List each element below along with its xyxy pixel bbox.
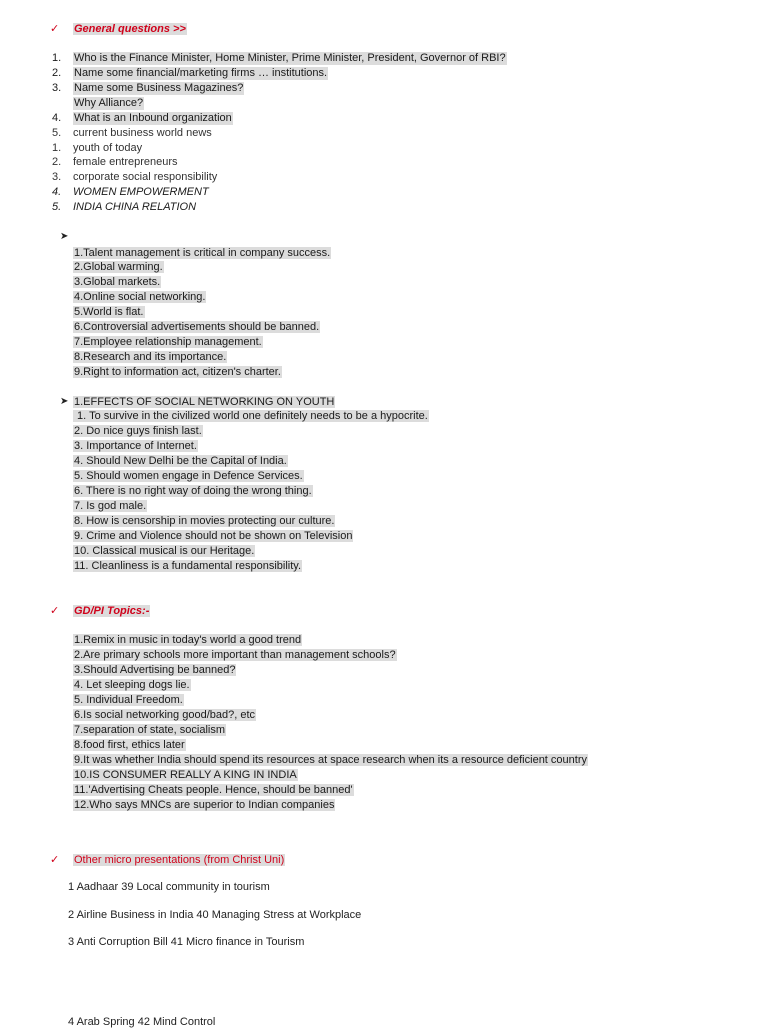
list-item: 8. How is censorship in movies protecting our culture. [74, 515, 335, 527]
arrow-bullet-icon: ➤ [60, 231, 69, 242]
list-item: 7.Employee relationship management. [74, 336, 262, 348]
list-text: Name some financial/marketing firms … institutions. [74, 67, 328, 79]
arrow-bullet-icon: ➤ [60, 396, 69, 407]
section-heading-micro [73, 854, 285, 868]
list-item [0, 127, 768, 141]
list-number: 5. [52, 201, 62, 213]
list-number: 2. [52, 156, 62, 168]
list-text: current business world news [73, 127, 212, 139]
list-item [0, 186, 768, 200]
section-title: Other micro presentations (from Christ Uni) [74, 854, 285, 866]
list-item [0, 201, 768, 215]
list-item [0, 52, 768, 66]
list-number: 3. [52, 82, 62, 94]
list-item: 5. Individual Freedom. [74, 694, 183, 706]
section-title: General questions >> [74, 23, 186, 35]
list-number: 1. [52, 52, 62, 64]
list-item [0, 112, 768, 126]
list-item: 6.Controversial advertisements should be banned. [74, 321, 320, 333]
list-item: 8.food first, ethics later [74, 739, 185, 751]
list-item: 7.separation of state, socialism [74, 724, 226, 736]
list-item: 2.Are primary schools more important than management schools? [74, 649, 396, 661]
list-item: 6.Is social networking good/bad?, etc [74, 709, 256, 721]
list-number: 4. [52, 186, 62, 198]
section-title: GD/PI Topics:- [74, 605, 150, 617]
list-text: Who is the Finance Minister, Home Minister, Prime Minister, President, Governor of RBI? [74, 52, 506, 64]
list-item: 9.It was whether India should spend its resources at space research when its a resource deficient country [74, 754, 587, 766]
checkmark-icon: ✓ [50, 854, 60, 866]
list-item: 8.Research and its importance. [74, 351, 227, 363]
list-item [0, 142, 768, 156]
section-heading-gdpi [73, 605, 150, 619]
list-text: female entrepreneurs [73, 156, 178, 168]
list-item: 7. Is god male. [74, 500, 147, 512]
list-item [0, 82, 768, 96]
list-item: 1.Remix in music in today's world a good trend [74, 634, 302, 646]
list-text: Name some Business Magazines? [74, 82, 244, 94]
list-item: 6. There is no right way of doing the wrong thing. [74, 485, 312, 497]
list-item [0, 97, 768, 111]
list-item: 4.Online social networking. [74, 291, 206, 303]
list-item: 2 Airline Business in India 40 Managing Stress at Workplace [68, 909, 362, 921]
list-item: 3. Importance of Internet. [74, 440, 197, 452]
list-item: 9.Right to information act, citizen's charter. [74, 366, 281, 378]
list-item: 10. Classical musical is our Heritage. [74, 545, 255, 557]
list-item: 2.Global warming. [74, 261, 163, 273]
list-item: 11.'Advertising Cheats people. Hence, should be banned' [74, 784, 353, 796]
list-item: 4. Let sleeping dogs lie. [74, 679, 190, 691]
list-text: What is an Inbound organization [74, 112, 232, 124]
list-item: 3 Anti Corruption Bill 41 Micro finance in Tourism [68, 936, 305, 948]
list-text: youth of today [73, 142, 143, 154]
list-item [0, 171, 768, 185]
list-text: WOMEN EMPOWERMENT [73, 186, 209, 198]
list-item: 1 Aadhaar 39 Local community in tourism [68, 881, 270, 893]
list-number: 5. [52, 127, 62, 139]
list-number: 2. [52, 67, 62, 79]
list-text: corporate social responsibility [73, 171, 218, 183]
list-item: 4. Should New Delhi be the Capital of India. [74, 455, 287, 467]
list-item: 2. Do nice guys finish last. [74, 425, 202, 437]
list-item: 1.EFFECTS OF SOCIAL NETWORKING ON YOUTH [74, 396, 335, 408]
list-text: Why Alliance? [74, 97, 144, 109]
list-text: INDIA CHINA RELATION [73, 201, 197, 213]
list-number: 3. [52, 171, 62, 183]
list-item: 3.Should Advertising be banned? [74, 664, 236, 676]
section-heading-general [73, 23, 187, 37]
list-item [0, 67, 768, 81]
list-item [0, 156, 768, 170]
list-item: 10.IS CONSUMER REALLY A KING IN INDIA [74, 769, 297, 781]
list-number: 1. [52, 142, 62, 154]
list-item: 4 Arab Spring 42 Mind Control [68, 1016, 216, 1028]
list-number: 4. [52, 112, 62, 124]
list-item: 1. To survive in the civilized world one definitely needs to be a hypocrite. [74, 410, 428, 422]
list-item: 5. Should women engage in Defence Services. [74, 470, 303, 482]
list-item: 12.Who says MNCs are superior to Indian companies [74, 799, 335, 811]
checkmark-icon: ✓ [50, 23, 60, 35]
list-item: 9. Crime and Violence should not be shown on Television [74, 530, 353, 542]
list-item: 3.Global markets. [74, 276, 161, 288]
checkmark-icon: ✓ [50, 605, 60, 617]
list-item: 1.Talent management is critical in company success. [74, 247, 331, 259]
list-item: 11. Cleanliness is a fundamental responsibility. [74, 560, 302, 572]
list-item: 5.World is flat. [74, 306, 144, 318]
